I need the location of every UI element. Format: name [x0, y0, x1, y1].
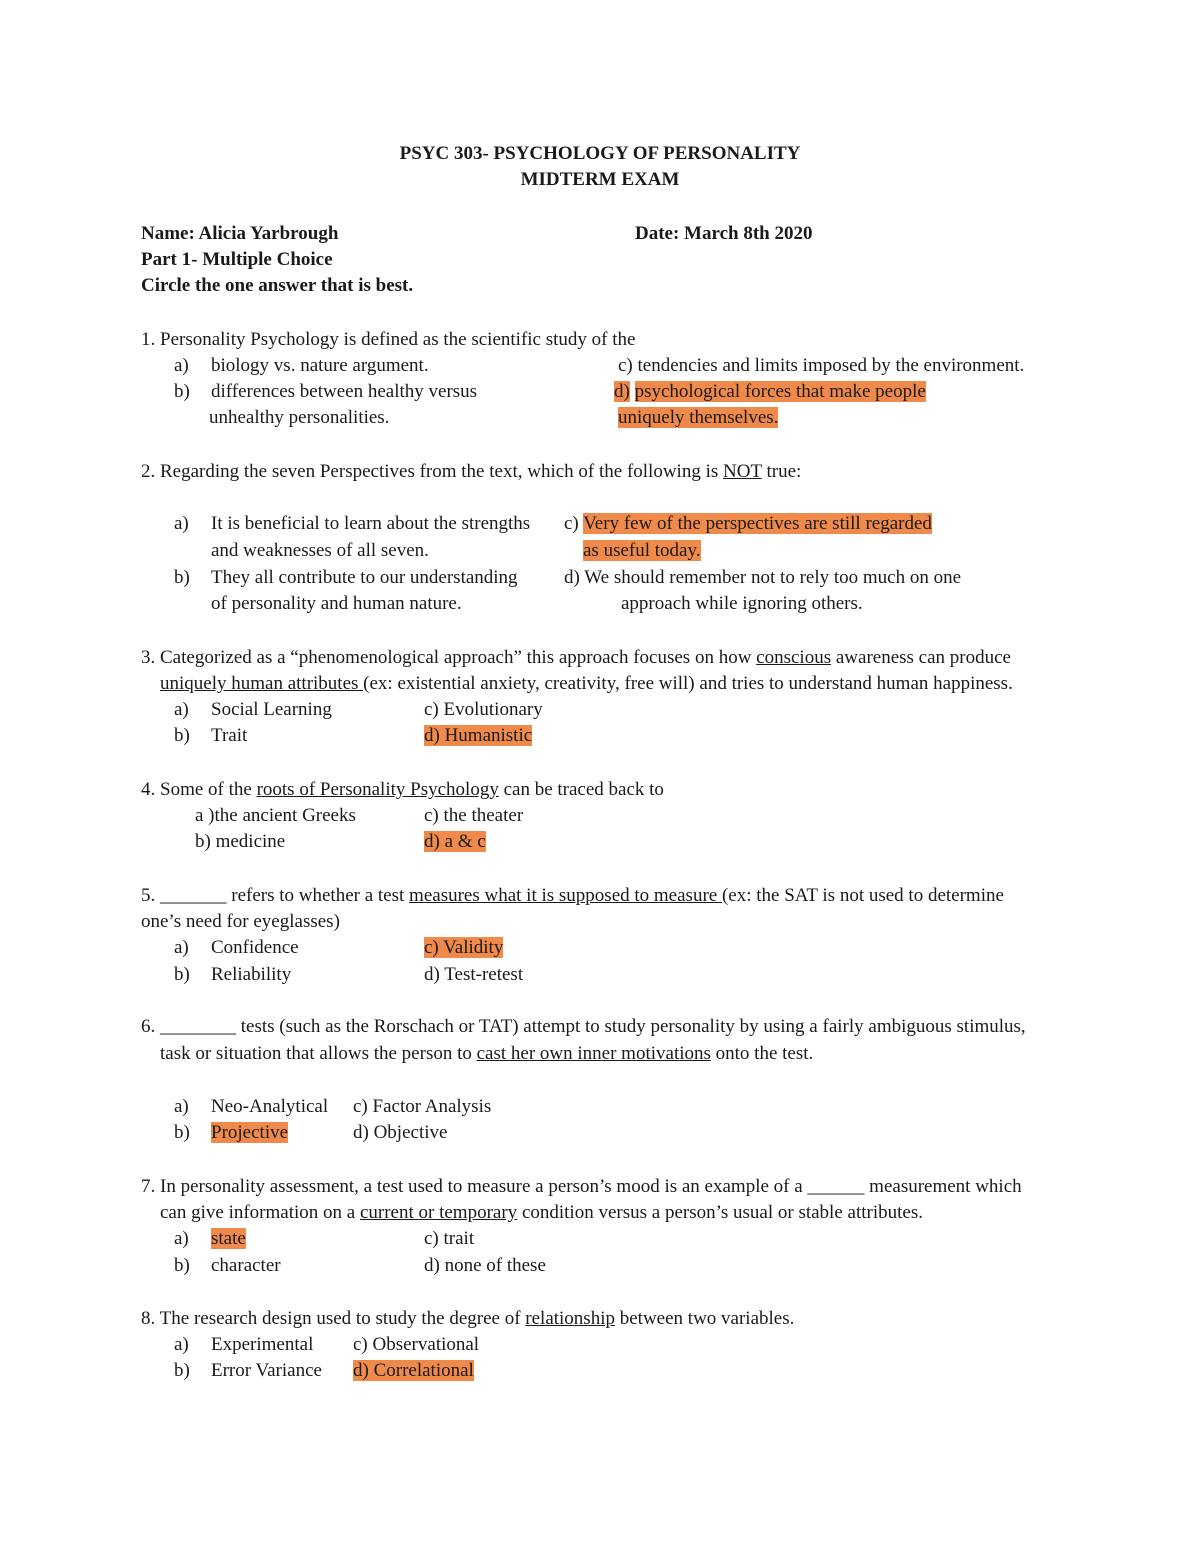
q7-option-c[interactable]: c) trait [424, 1228, 475, 1249]
q3-option-a[interactable]: Social Learning [211, 699, 332, 720]
q7-a-text: state [211, 1228, 246, 1249]
q7-stem-line1: 7. In personality assessment, a test used to measure a person’s mood is an example of a ______ measurement which [141, 1176, 1022, 1197]
q2-option-a-line2[interactable]: and weaknesses of all seven. [211, 540, 429, 561]
q6-a-marker: a) [174, 1096, 189, 1117]
q6-b-text: Projective [211, 1122, 289, 1143]
q8-option-a[interactable]: Experimental [211, 1334, 314, 1355]
q2-stem-pre: 2. Regarding the seven Perspectives from the text, which of the following is [141, 461, 724, 482]
q8-option-b[interactable]: Error Variance [211, 1360, 322, 1381]
q6-option-d[interactable]: d) Objective [353, 1122, 448, 1143]
q2-option-c-line1[interactable] [564, 513, 932, 535]
q5-stem1-underlined: measures what it is supposed to measure [409, 885, 722, 906]
q4-option-c[interactable]: c) the theater [424, 805, 524, 826]
q1-option-b-line1[interactable]: differences between healthy versus [211, 381, 478, 402]
q8-option-c[interactable]: c) Observational [353, 1334, 480, 1355]
q1-d-text2: uniquely themselves. [618, 407, 779, 428]
q3-stem2-underlined: uniquely human attributes [160, 673, 364, 694]
q5-stem1-pre: 5. _______ refers to whether a test [141, 885, 410, 906]
q3-stem2-post: (ex: existential anxiety, creativity, free will) and tries to understand human happiness. [363, 673, 1013, 694]
q1-d-marker: d) [614, 381, 630, 402]
exam-date: Date: March 8th 2020 [635, 223, 813, 244]
q6-option-c[interactable]: c) Factor Analysis [353, 1096, 492, 1117]
q6-b-marker: b) [174, 1122, 190, 1143]
q7-option-a[interactable] [211, 1228, 246, 1250]
q5-b-marker: b) [174, 964, 190, 985]
q7-stem2-pre: can give information on a [160, 1202, 360, 1223]
q3-a-marker: a) [174, 699, 189, 720]
q2-option-c-line2[interactable] [583, 540, 701, 562]
course-title: PSYC 303- PSYCHOLOGY OF PERSONALITY [399, 143, 801, 164]
q8-option-d[interactable] [353, 1360, 474, 1382]
q4-option-d[interactable] [424, 831, 486, 853]
q8-stem [141, 1308, 794, 1330]
q3-option-c[interactable]: c) Evolutionary [424, 699, 543, 720]
student-name: Name: Alicia Yarbrough [141, 223, 339, 244]
q1-d-text1: psychological forces that make people [634, 381, 926, 402]
q8-b-marker: b) [174, 1360, 190, 1381]
q2-c-marker: c) [564, 513, 579, 534]
q6-option-a[interactable]: Neo-Analytical [211, 1096, 329, 1117]
q7-stem-line2 [160, 1202, 923, 1224]
q2-b-marker: b) [174, 567, 190, 588]
q1-b-marker: b) [174, 381, 190, 402]
q8-stem-underlined: relationship [525, 1308, 615, 1329]
q3-stem1-pre: 3. Categorized as a “phenomenological approach” this approach focuses on how [141, 647, 757, 668]
q6-option-b[interactable] [211, 1122, 288, 1144]
q3-stem1-post: awareness can produce [831, 647, 1011, 668]
q4-d-text: d) a & c [424, 831, 486, 852]
q5-stem-line1 [141, 885, 1004, 907]
q2-option-a-line1[interactable]: It is beneficial to learn about the strengths [211, 513, 531, 534]
q3-stem-line2 [160, 673, 1013, 695]
q6-stem-line1: 6. ________ tests (such as the Rorschach or TAT) attempt to study personality by using a fairly ambiguous stimulus, [141, 1016, 1026, 1037]
q6-stem2-pre: task or situation that allows the person to [160, 1043, 477, 1064]
q7-option-d[interactable]: d) none of these [424, 1255, 546, 1276]
q2-c-text1: Very few of the perspectives are still regarded [583, 513, 932, 534]
q7-a-marker: a) [174, 1228, 189, 1249]
q2-option-b-line1[interactable]: They all contribute to our understanding [211, 567, 518, 588]
q4-option-a[interactable]: a )the ancient Greeks [195, 805, 356, 826]
q5-option-d[interactable]: d) Test-retest [424, 964, 524, 985]
q6-stem2-underlined: cast her own inner motivations [476, 1043, 711, 1064]
q2-stem-not: NOT [723, 461, 762, 482]
q2-c-text2: as useful today. [583, 540, 701, 561]
q3-stem-line1 [141, 647, 1011, 669]
q2-stem-post: true: [761, 461, 802, 482]
q7-stem2-underlined: current or temporary [359, 1202, 518, 1223]
q8-stem-pre: 8. The research design used to study the degree of [141, 1308, 526, 1329]
q1-option-c[interactable]: c) tendencies and limits imposed by the environment. [618, 355, 1025, 376]
q2-option-d-line2[interactable]: approach while ignoring others. [621, 593, 863, 614]
exam-title: MIDTERM EXAM [520, 169, 680, 190]
instructions: Circle the one answer that is best. [141, 275, 414, 296]
q2-option-b-line2[interactable]: of personality and human nature. [211, 593, 462, 614]
q4-stem-post: can be traced back to [498, 779, 664, 800]
q4-stem-pre: 4. Some of the [141, 779, 257, 800]
q4-stem-underlined: roots of Personality Psychology [256, 779, 499, 800]
q3-option-b[interactable]: Trait [211, 725, 248, 746]
q1-option-a[interactable]: biology vs. nature argument. [211, 355, 429, 376]
q7-option-b[interactable]: character [211, 1255, 281, 1276]
q1-option-b-line2[interactable]: unhealthy personalities. [209, 407, 390, 428]
q5-option-a[interactable]: Confidence [211, 937, 299, 958]
q3-option-d[interactable] [424, 725, 532, 747]
q5-stem1-post: (ex: the SAT is not used to determine [721, 885, 1004, 906]
q2-stem [141, 461, 801, 483]
q8-d-text: d) Correlational [353, 1360, 474, 1381]
q1-option-d-line1[interactable] [614, 381, 926, 403]
q5-a-marker: a) [174, 937, 189, 958]
q5-option-b[interactable]: Reliability [211, 964, 292, 985]
q1-a-marker: a) [174, 355, 189, 376]
q5-c-text: c) Validity [424, 937, 504, 958]
q3-b-marker: b) [174, 725, 190, 746]
q5-stem-line2: one’s need for eyeglasses) [141, 911, 340, 932]
q2-a-marker: a) [174, 513, 189, 534]
q6-stem2-post: onto the test. [710, 1043, 814, 1064]
q7-stem2-post: condition versus a person’s usual or stable attributes. [517, 1202, 923, 1223]
q7-b-marker: b) [174, 1255, 190, 1276]
q8-stem-post: between two variables. [614, 1308, 795, 1329]
q5-option-c[interactable] [424, 937, 503, 959]
q3-stem1-underlined: conscious [756, 647, 832, 668]
part-heading: Part 1- Multiple Choice [141, 249, 333, 270]
q1-stem: 1. Personality Psychology is defined as the scientific study of the [141, 329, 636, 350]
q4-option-b[interactable]: b) medicine [195, 831, 286, 852]
q8-a-marker: a) [174, 1334, 189, 1355]
q3-d-text: d) Humanistic [424, 725, 533, 746]
q2-option-d-line1[interactable]: d) We should remember not to rely too much on one [564, 567, 962, 588]
q4-stem [141, 779, 664, 801]
q1-option-d-line2[interactable] [618, 407, 778, 429]
q6-stem-line2 [160, 1043, 813, 1065]
